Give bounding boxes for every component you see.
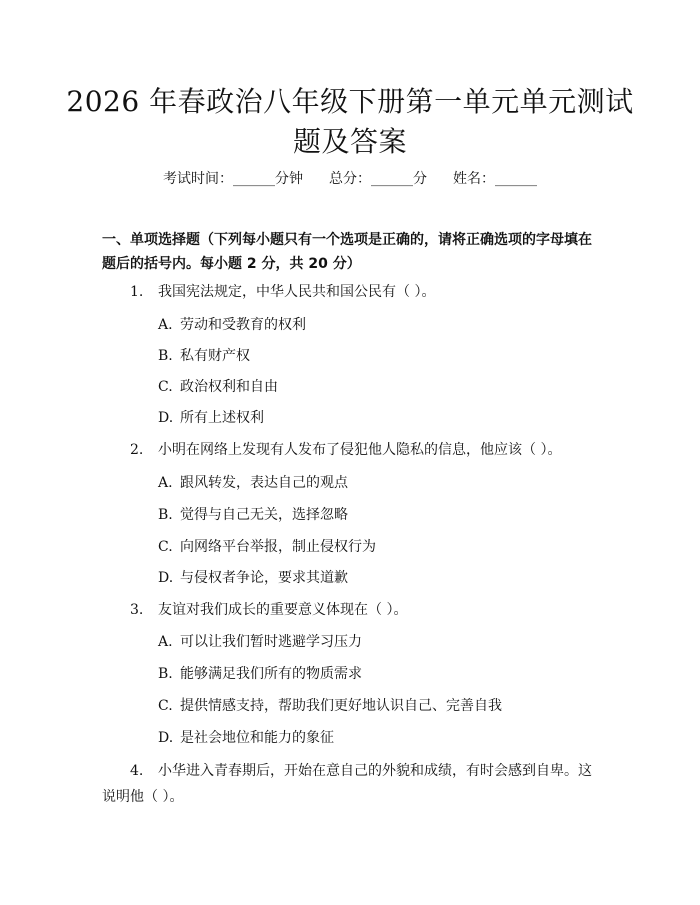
option-2a — [158, 473, 348, 493]
option-text: 能够满足我们所有的物质需求 — [180, 666, 362, 682]
option-text: 劳动和受教育的权利 — [180, 317, 306, 333]
option-label: A. — [158, 317, 173, 333]
section-heading-line-2: 题后的括号内。每小题 2 分，共 20 分） — [102, 256, 361, 272]
option-1a — [158, 315, 306, 335]
document-title — [60, 82, 640, 162]
student-name: 姓名：______ — [453, 171, 537, 187]
question-4 — [102, 758, 602, 810]
exam-time: 考试时间：______分钟 — [163, 171, 303, 187]
option-label: B. — [158, 507, 173, 523]
question-number: 4. — [130, 763, 144, 779]
option-1b — [158, 346, 250, 366]
option-text: 所有上述权利 — [180, 410, 264, 426]
option-3b — [158, 664, 362, 684]
option-text: 提供情感支持，帮助我们更好地认识自己、完善自我 — [180, 698, 502, 714]
question-1 — [130, 280, 600, 304]
option-3c — [158, 696, 502, 716]
option-2c — [158, 537, 376, 557]
title-line-1: 2026 年春政治八年级下册第一单元单元测试 — [66, 85, 634, 118]
option-text: 是社会地位和能力的象征 — [180, 730, 334, 746]
option-3d — [158, 728, 334, 748]
section-heading-line-1: 一、单项选择题（下列每小题只有一个选项是正确的，请将正确选项的字母填在 — [102, 232, 592, 248]
question-3 — [130, 598, 600, 622]
question-number: 2. — [130, 442, 144, 458]
question-text: 友谊对我们成长的重要意义体现在（ ）。 — [158, 602, 408, 618]
question-text: 我国宪法规定，中华人民共和国公民有（ ）。 — [158, 284, 436, 300]
title-line-2: 题及答案 — [292, 125, 407, 158]
section-heading — [102, 228, 602, 276]
option-text: 私有财产权 — [180, 348, 250, 364]
option-2d — [158, 568, 348, 588]
question-number: 3. — [130, 602, 144, 618]
option-label: B. — [158, 348, 173, 364]
option-text: 向网络平台举报，制止侵权行为 — [180, 539, 376, 555]
option-text: 政治权利和自由 — [180, 379, 278, 395]
option-label: B. — [158, 666, 173, 682]
option-label: D. — [158, 730, 174, 746]
question-number: 1. — [130, 284, 144, 300]
option-label: D. — [158, 570, 174, 586]
option-text: 觉得与自己无关，选择忽略 — [180, 507, 348, 523]
option-label: A. — [158, 475, 173, 491]
exam-info — [0, 168, 700, 188]
option-1d — [158, 408, 264, 428]
option-3a — [158, 632, 362, 652]
option-label: C. — [158, 698, 173, 714]
exam-score: 总分：______分 — [329, 171, 427, 187]
option-label: C. — [158, 539, 173, 555]
option-text: 可以让我们暂时逃避学习压力 — [180, 634, 362, 650]
question-text: 小明在网络上发现有人发布了侵犯他人隐私的信息，他应该（ ）。 — [158, 442, 562, 458]
option-label: D. — [158, 410, 174, 426]
question-text: 小华进入青春期后，开始在意自己的外貌和成绩，有时会感到自卑。这说明他（ ）。 — [102, 763, 592, 805]
option-text: 跟风转发，表达自己的观点 — [180, 475, 348, 491]
option-text: 与侵权者争论，要求其道歉 — [180, 570, 348, 586]
question-2 — [130, 438, 600, 462]
option-2b — [158, 505, 348, 525]
option-1c — [158, 377, 278, 397]
option-label: C. — [158, 379, 173, 395]
option-label: A. — [158, 634, 173, 650]
